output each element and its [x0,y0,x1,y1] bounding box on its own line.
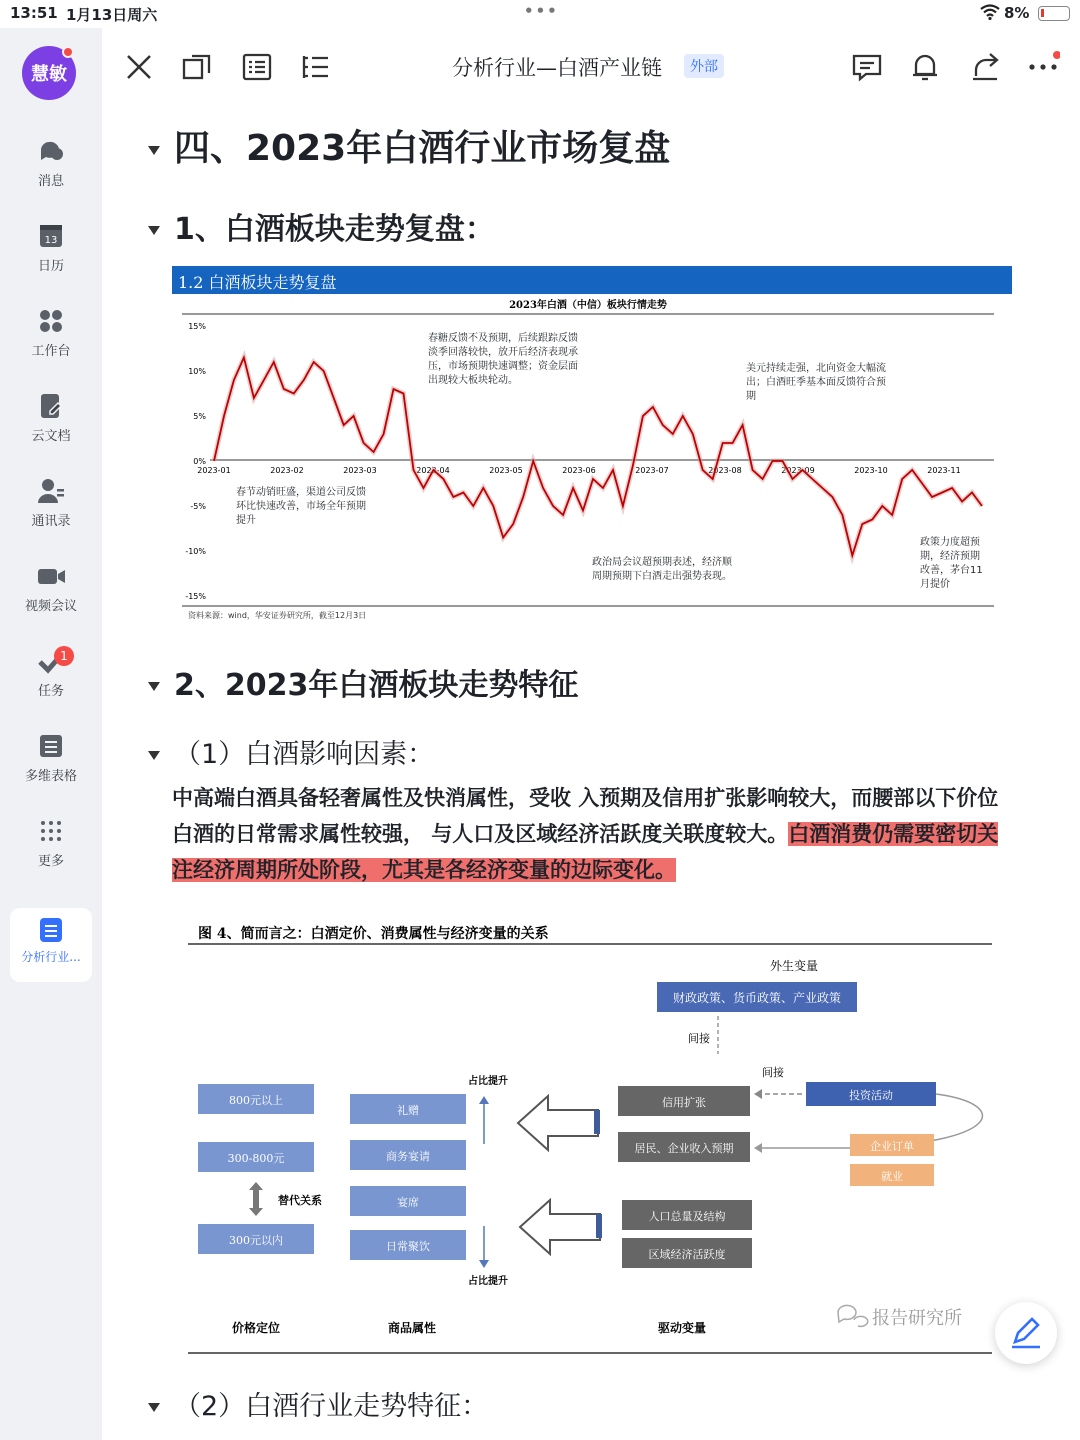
paragraph-text: 中高端白酒具备轻奢属性及快消属性，受收 入预期及信用扩张影响较大，而腰部以下价位白酒的日常需求属性较强， 与人口及区域经济活跃度关联度较大。 [172,786,999,846]
doc-icon [40,918,62,942]
sidebar-item-label: 日历 [37,259,64,274]
attribute-box: 商务宴请 [386,1150,430,1163]
x-tick-label: 2023-05 [489,466,523,475]
collapse-triangle-icon[interactable] [148,226,160,235]
heading-3[interactable]: （1）白酒影响因素： [148,732,434,771]
battery-icon [1038,6,1070,21]
grid-icon [36,306,66,336]
sidebar-item-label: 视频会议 [24,599,77,614]
attribute-column [350,1094,466,1260]
sidebar-item-label: 工作台 [31,344,71,359]
label-indirect: 间接 [688,1032,710,1045]
y-tick-label: -5% [190,502,206,511]
price-column [198,1084,322,1254]
sidebar-item-cloud-docs[interactable] [0,391,102,461]
heading-2[interactable]: 1、白酒板块走势复盘： [148,204,495,248]
sidebar-item-label: 通讯录 [31,514,71,529]
sidebar-item-messages[interactable] [0,136,102,206]
x-tick-label: 2023-02 [270,466,304,475]
sidebar-item-more[interactable] [0,816,102,886]
task-badge: 1 [54,646,74,666]
chart-banner-text: 1.2 白酒板块走势复盘 [178,273,337,292]
outline-icon[interactable] [240,50,274,84]
edit-fab-button[interactable] [995,1302,1057,1364]
more-dots-icon [36,816,66,846]
annotation-spring: 春节动销旺盛，渠道公司反馈环比快速改善，市场全年预期提升 [236,487,366,526]
sidebar-item-label: 云文档 [31,429,71,444]
x-tick-label: 2023-10 [854,466,888,475]
annotation-tangjiu: 春糖反馈不及预期，后续跟踪反馈淡季回落较快，放开后经济表现承压，市场预期快速调整；资金层面出现较大板块轮动。 [428,333,578,386]
chart-image[interactable] [172,266,1012,626]
list-tree-icon[interactable] [298,50,332,84]
column-label: 价格定位 [231,1321,281,1335]
y-tick-label: 15% [188,322,206,331]
price-box: 300-800元 [227,1152,285,1165]
video-camera-icon [36,561,66,591]
multitask-dots-icon[interactable]: ••• [524,2,559,20]
document-icon [36,391,66,421]
column-label: 驱动变量 [657,1321,707,1335]
sidebar [0,28,102,1440]
wechat-icon [838,1305,868,1326]
close-icon[interactable] [122,50,156,84]
heading-2[interactable]: 2、2023年白酒板块走势特征 [148,660,578,704]
driver-box: 信用扩张 [662,1096,706,1109]
sidebar-item-tasks[interactable] [0,646,102,716]
watermark: 报告研究所 [872,1308,962,1329]
svg-text:13: 13 [44,235,58,246]
x-tick-label: 2023-01 [197,466,231,475]
attribute-box: 礼赠 [397,1104,419,1117]
avatar-name: 慧敏 [31,64,67,85]
pencil-icon [995,1302,1057,1364]
table-icon [36,731,66,761]
x-tick-label: 2023-06 [562,466,596,475]
price-box: 800元以上 [229,1094,283,1107]
x-tick-label: 2023-08 [708,466,742,475]
chart-source: 资料来源：wind，华安证券研究所，截至12月3日 [188,611,367,620]
collapse-triangle-icon[interactable] [148,1403,160,1412]
annotation-politburo: 政治局会议超预期表述，经济顺周期预期下白酒走出强势表现。 [592,557,732,582]
x-tick-label: 2023-04 [416,466,450,475]
heading-1[interactable]: 四、2023年白酒行业市场复盘 [148,120,670,171]
box-invest-text: 投资活动 [849,1089,893,1102]
driver-box: 人口总量及结构 [648,1210,726,1223]
attribute-box: 日常聚饮 [386,1240,430,1253]
x-axis [197,466,960,475]
wifi-icon [980,4,1000,24]
sidebar-item-label: 分析行业... [21,950,81,964]
label-exogenous: 外生变量 [769,959,819,973]
y-tick-label: -15% [185,592,206,601]
chart-title: 2023年白酒（中信）板块行情走势 [509,300,667,311]
sidebar-item-label: 消息 [37,174,64,189]
collapse-triangle-icon[interactable] [148,682,160,691]
x-tick-label: 2023-11 [927,466,961,475]
annotation-policy: 政策力度超预期，经济预期改善，茅台11月提价 [920,537,983,590]
price-box: 300元以内 [229,1234,283,1247]
attribute-box: 宴席 [397,1196,419,1209]
label-share-up: 占比提升 [468,1076,508,1087]
x-tick-label: 2023-07 [635,466,669,475]
calendar-icon [36,221,66,251]
column-label: 商品属性 [387,1321,437,1335]
y-tick-label: -10% [185,547,206,556]
sidebar-item-label: 更多 [37,854,64,869]
top-toolbar [102,28,1080,108]
sidebar-item-contacts[interactable] [0,476,102,546]
chart-svg [172,266,1012,626]
external-tag: 外部 [684,54,724,78]
window-icon[interactable] [180,50,214,84]
document-title[interactable]: 分析行业—白酒产业链 [452,56,662,80]
box-orders-text: 企业订单 [870,1140,914,1153]
label-indirect: 间接 [762,1066,784,1079]
comment-icon[interactable] [850,50,884,84]
notification-dot [62,46,74,58]
annotation-usd: 美元持续走强，北向资金大幅流出；白酒旺季基本面反馈符合预期 [746,363,886,402]
document-body [102,108,1080,1440]
collapse-triangle-icon[interactable] [148,751,160,760]
label-substitute: 替代关系 [278,1194,322,1207]
more-icon[interactable] [1026,50,1060,84]
sidebar-item-video-meeting[interactable] [0,561,102,631]
diagram-svg [182,908,1002,1358]
status-bar [0,0,1080,28]
big-arrow-icon [518,1096,598,1150]
driver-box: 区域经济活跃度 [648,1248,726,1261]
y-tick-label: 10% [188,367,206,376]
sidebar-item-label: 多维表格 [24,769,77,784]
heading-3[interactable]: （2）白酒行业走势特征： [148,1384,488,1423]
status-time: 13:51 [10,4,58,22]
x-tick-label: 2023-09 [781,466,815,475]
diagram-title: 图 4、简而言之：白酒定价、消费属性与经济变量的关系 [198,926,549,942]
paragraph[interactable] [172,780,1012,888]
sidebar-item-label: 任务 [37,684,64,699]
paragraph-highlight: 白酒消费仍需要密切关注经济周期所处阶段，尤其是各经济变量的边际变化。 [172,822,999,882]
y-tick-label: 5% [193,412,206,421]
contacts-icon [36,476,66,506]
sidebar-item-calendar[interactable] [0,221,102,291]
y-tick-label: 0% [193,457,206,466]
battery-percent: 8% [1004,4,1030,22]
chat-bubble-icon [36,136,66,166]
big-arrow-icon [520,1200,600,1254]
avatar[interactable] [22,46,76,100]
bell-icon[interactable] [908,50,942,84]
box-jobs-text: 就业 [881,1170,903,1183]
box-policy-text: 财政政策、货币政策、产业政策 [672,991,842,1005]
share-icon[interactable] [968,50,1002,84]
diagram-image[interactable] [182,908,1002,1358]
collapse-triangle-icon[interactable] [148,146,160,155]
label-share-up: 占比提升 [468,1276,508,1287]
sidebar-item-workbench[interactable] [0,306,102,376]
status-date: 1月13日周六 [66,6,158,24]
sidebar-item-bitable[interactable] [0,731,102,801]
x-tick-label: 2023-03 [343,466,377,475]
y-axis [185,322,206,601]
driver-column [618,1086,752,1268]
sidebar-item-active-doc[interactable] [10,908,92,982]
driver-box: 居民、企业收入预期 [634,1142,734,1155]
